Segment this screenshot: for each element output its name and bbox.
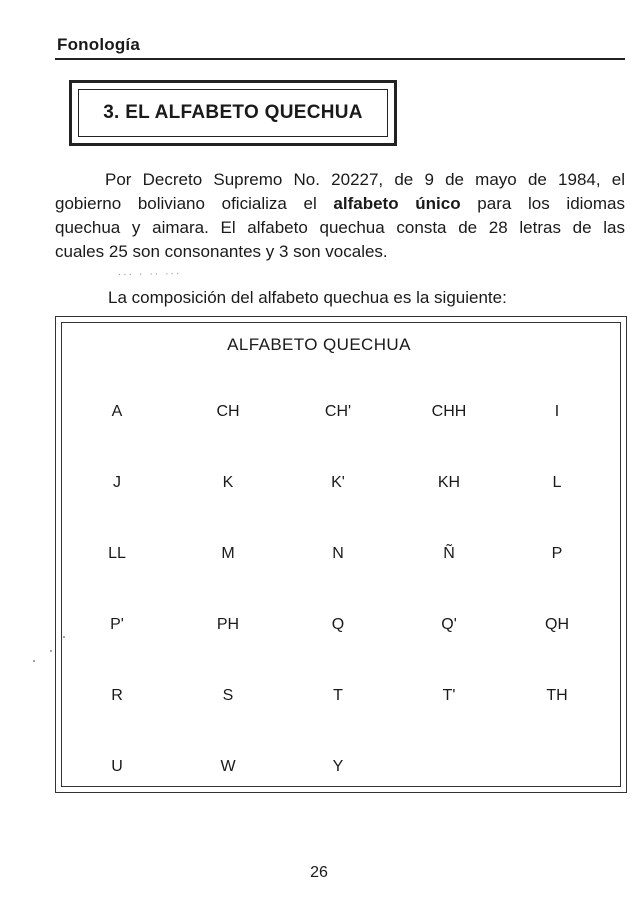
page-number: 26 — [310, 864, 328, 881]
alphabet-letter: CH' — [324, 403, 352, 420]
alphabet-letter: T — [333, 687, 343, 704]
intro-line: La composición del alfabeto quechua es la siguiente: — [108, 288, 507, 307]
alphabet-letter: A — [111, 403, 123, 420]
alphabet-letter: S — [222, 687, 234, 704]
paragraph-line-2-end: para los idiomas — [460, 194, 626, 213]
alphabet-letter: Q' — [441, 616, 457, 633]
scan-speck — [33, 660, 35, 662]
section-title-box — [69, 80, 397, 146]
alphabet-letter: R — [111, 687, 123, 704]
alphabet-letter: Y — [332, 758, 344, 775]
alphabet-letter: TH — [546, 687, 568, 704]
paragraph-line-2-start: gobierno boliviano oficializa el — [55, 194, 334, 213]
body-paragraph — [55, 168, 625, 264]
section-title: 3. EL ALFABETO QUECHUA — [103, 102, 363, 123]
alphabet-letter: PH — [216, 616, 240, 633]
alphabet-letter: KH — [437, 474, 461, 491]
alphabet-letter: LL — [108, 545, 126, 562]
alphabet-letter: T' — [442, 687, 456, 704]
paragraph-line-3: quechua y aimara. El alfabeto quechua consta de 28 letras de las — [55, 218, 625, 237]
header-rule — [55, 58, 625, 60]
alphabet-title: ALFABETO QUECHUA — [227, 335, 411, 354]
alphabet-letter: L — [552, 474, 562, 491]
alphabet-letter: J — [113, 474, 121, 491]
alphabet-letter: Ñ — [443, 545, 455, 562]
section-title-box-inner — [78, 89, 388, 137]
alphabet-letter: P — [551, 545, 563, 562]
scan-speck — [50, 650, 52, 652]
alphabet-letter: I — [554, 403, 560, 420]
alphabet-letter: U — [111, 758, 123, 775]
running-header: Fonología — [57, 35, 141, 54]
alphabet-letter: K' — [331, 474, 345, 491]
bold-term: alfabeto único — [333, 194, 461, 213]
paragraph-line-4: cuales 25 son consonantes y 3 son vocales. — [55, 242, 388, 261]
scan-speck — [63, 636, 65, 638]
paragraph-line-1: Por Decreto Supremo No. 20227, de 9 de mayo de 1984, el — [105, 170, 625, 189]
alphabet-letter: P' — [110, 616, 124, 633]
alphabet-letter: N — [332, 545, 344, 562]
alphabet-letter: QH — [545, 616, 569, 633]
alphabet-letter: K — [222, 474, 234, 491]
alphabet-letter: M — [221, 545, 235, 562]
faint-stamp-mark: ∙·∙ · ∙· ∙·∙ — [117, 267, 182, 281]
alphabet-letter: W — [220, 758, 236, 775]
paragraph-line-2 — [55, 192, 625, 216]
alphabet-letter: CHH — [431, 403, 467, 420]
alphabet-letter: Q — [331, 616, 345, 633]
alphabet-letter: CH — [216, 403, 240, 420]
